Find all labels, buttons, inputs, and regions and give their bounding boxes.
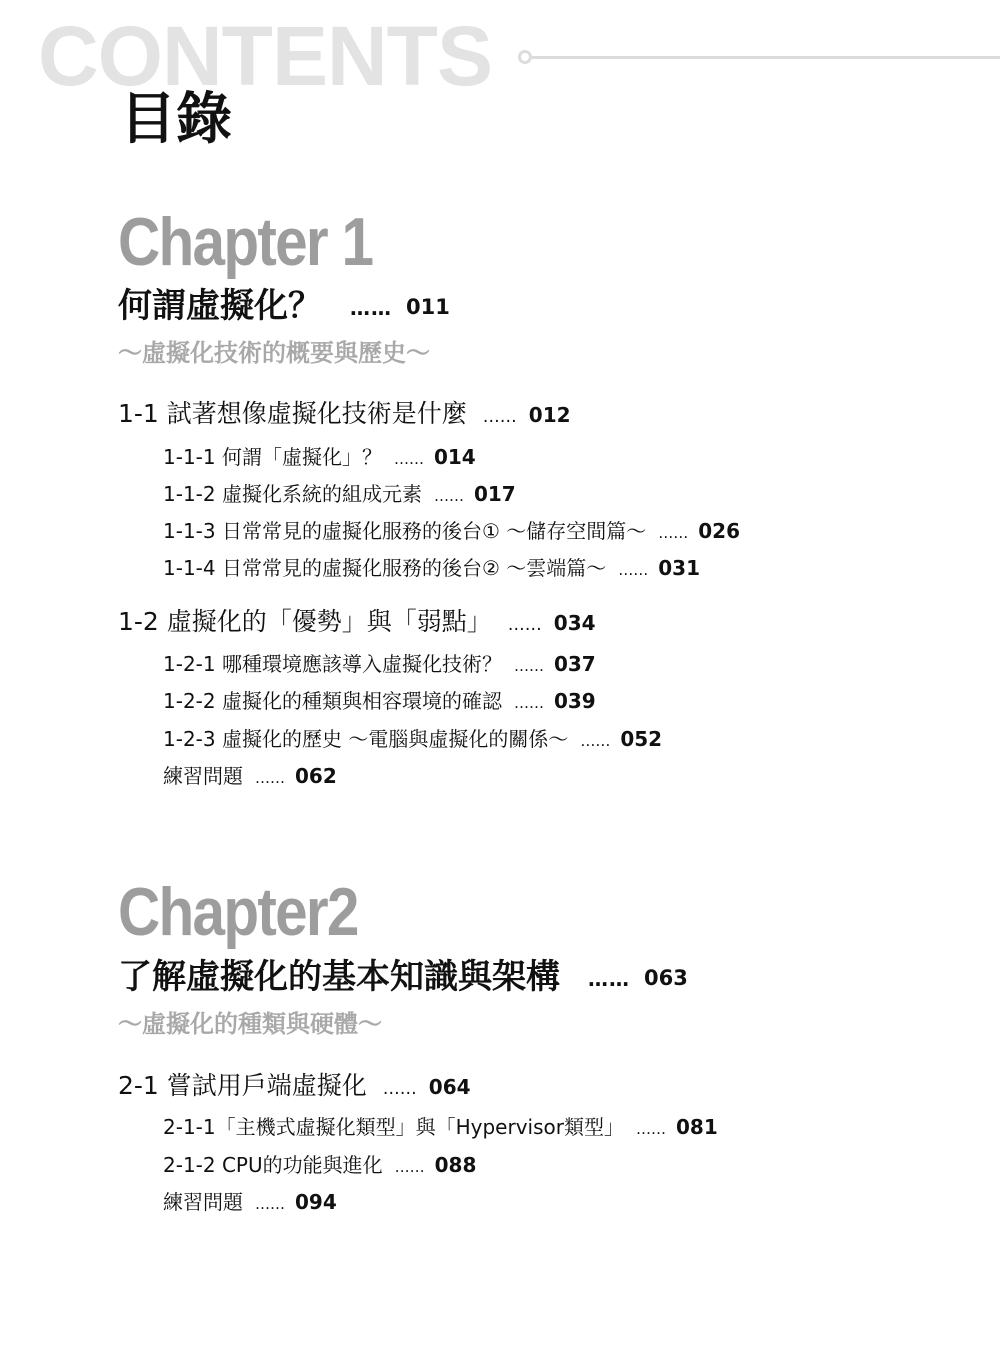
item-title: 1-2-3 虛擬化的歷史 ～電腦與虛擬化的關係～ [163,727,569,751]
chapter-1-subtitle: ～虛擬化技術的概要與歷史～ [118,339,430,367]
leader-dots: …… [255,1195,285,1213]
page-number: 034 [553,611,596,635]
leader-dots: …… [635,1120,666,1138]
leader-dots: …… [580,732,611,750]
section-title: 1-2 虛擬化的「優勢」與「弱點」 [118,607,492,636]
toc-item[interactable] [163,729,662,749]
page-number: 088 [434,1153,477,1177]
page-number: 017 [473,482,516,506]
item-title: 1-1-3 日常常見的虛擬化服務的後台① ～儲存空間篇～ [163,519,647,543]
page-number: 031 [658,556,701,580]
item-title: 1-2-2 虛擬化的種類與相容環境的確認 [163,689,502,713]
page-number: 012 [528,403,571,427]
leader-dots: …… [588,966,630,991]
leader-dots: …… [507,615,542,635]
toc-item[interactable] [163,521,740,541]
leader-dots: …… [513,694,544,712]
page-number: 063 [644,966,688,990]
toc-section-2-1[interactable] [118,1073,471,1098]
toc-item[interactable] [163,558,700,578]
toc-item-exercises[interactable] [163,766,337,786]
item-title: 練習問題 [163,1190,243,1214]
page-number: 037 [553,652,596,676]
item-title: 練習問題 [163,764,243,788]
item-title: 1-2-1 哪種環境應該導入虛擬化技術？ [163,652,502,676]
section-title: 1-1 試著想像虛擬化技術是什麼 [118,399,467,428]
item-title: 1-1-4 日常常見的虛擬化服務的後台② ～雲端篇～ [163,556,607,580]
chapter-title: 了解虛擬化的基本知識與架構 [118,957,560,997]
leader-dots: …… [513,657,544,675]
rule-circle [518,50,532,64]
contents-heading-decorative: CONTENTS [38,9,492,103]
chapter-title: 何謂虛擬化？ [118,286,322,326]
toc-section-1-1[interactable] [118,401,571,426]
leader-dots: …… [658,524,689,542]
toc-item[interactable] [163,691,596,711]
leader-dots: …… [255,769,285,787]
page-number: 052 [620,727,663,751]
toc-item-exercises[interactable] [163,1192,337,1212]
leader-dots: …… [393,450,424,468]
leader-dots: …… [350,295,392,320]
leader-dots: …… [482,407,517,427]
toc-item[interactable] [163,1117,718,1137]
item-title: 2-1-1「主機式虛擬化類型」與「Hypervisor類型」 [163,1115,624,1139]
header-rule [532,56,1000,59]
page-number: 062 [295,764,337,788]
item-title: 1-1-1 何謂「虛擬化」？ [163,445,382,469]
leader-dots: …… [382,1079,417,1099]
page-number: 014 [433,445,476,469]
chapter-1-title-entry[interactable] [118,286,450,326]
page-number: 039 [553,689,596,713]
page-number: 064 [428,1075,471,1099]
toc-item[interactable] [163,1155,476,1175]
page-number: 081 [675,1115,718,1139]
item-title: 2-1-2 CPU的功能與進化 [163,1153,383,1177]
toc-item[interactable] [163,484,516,504]
chapter-2-title-entry[interactable] [118,957,688,997]
chapter-2-label: Chapter2 [118,874,358,950]
toc-item[interactable] [163,447,476,467]
leader-dots: …… [433,487,464,505]
leader-dots: …… [618,561,649,579]
page-title: 目錄 [120,87,232,152]
page-number: 011 [406,295,450,319]
leader-dots: …… [394,1158,425,1176]
toc-section-1-2[interactable] [118,609,596,634]
page-number: 094 [295,1190,337,1214]
chapter-1-label: Chapter 1 [118,204,373,280]
page-number: 026 [698,519,741,543]
section-title: 2-1 嘗試用戶端虛擬化 [118,1071,367,1100]
chapter-2-subtitle: ～虛擬化的種類與硬體～ [118,1010,382,1038]
item-title: 1-1-2 虛擬化系統的組成元素 [163,482,422,506]
toc-item[interactable] [163,654,596,674]
